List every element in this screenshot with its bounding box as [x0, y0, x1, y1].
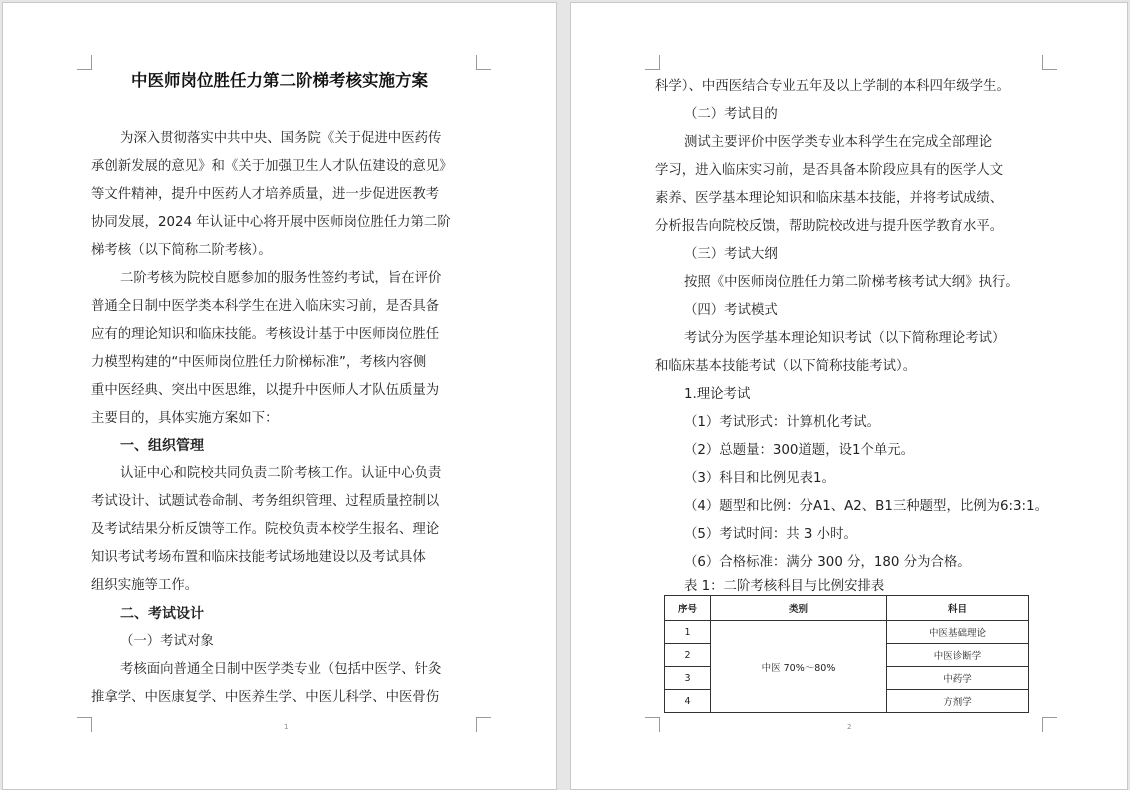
paragraph-line[interactable]: 按照《中医师岗位胜任力第二阶梯考核考试大纲》执行。	[684, 275, 1019, 290]
paragraph-line[interactable]: 组织实施等工作。	[91, 578, 199, 593]
document-page-1	[2, 2, 557, 790]
table-cell-no[interactable]: 2	[665, 644, 711, 667]
paragraph-line[interactable]: （4）题型和比例：分A1、A2、B1三种题型，比例为6:3:1。	[684, 499, 1048, 514]
paragraph-line[interactable]: 考核面向普通全日制中医学类专业（包括中医学、针灸	[120, 662, 442, 677]
table-cell-category[interactable]: 中医 70%～80%	[711, 621, 887, 713]
crop-mark-top-left	[77, 55, 92, 70]
table-row	[665, 621, 1029, 644]
table-cell-subject[interactable]: 中医诊断学	[887, 644, 1029, 667]
subsection-heading[interactable]: （三）考试大纲	[684, 247, 778, 262]
page-number: 1	[284, 723, 289, 731]
paragraph-line[interactable]: 测试主要评价中医学类专业本科学生在完成全部理论	[684, 135, 992, 150]
paragraph-line[interactable]: 主要目的，具体实施方案如下：	[91, 411, 279, 426]
paragraph-line[interactable]: （6）合格标准：满分 300 分，180 分为合格。	[684, 555, 971, 570]
section-heading[interactable]: 一、组织管理	[120, 438, 204, 454]
paragraph-line[interactable]: 1.理论考试	[684, 387, 751, 402]
table-header-row	[665, 596, 1029, 621]
table-header-cell[interactable]: 科目	[887, 596, 1029, 621]
paragraph-line[interactable]: 力模型构建的“中医师岗位胜任力阶梯标准”，考核内容侧	[91, 355, 427, 370]
crop-mark-bottom-right	[476, 717, 491, 732]
paragraph-line[interactable]: 学习，进入临床实习前，是否具备本阶段应具有的医学人文	[655, 163, 1004, 178]
table-cell-subject[interactable]: 中医基础理论	[887, 621, 1029, 644]
paragraph-line[interactable]: 重中医经典、突出中医思维，以提升中医师人才队伍质量为	[91, 383, 440, 398]
paragraph-line[interactable]: 和临床基本技能考试（以下简称技能考试）。	[655, 359, 917, 374]
subsection-heading[interactable]: （一）考试对象	[120, 634, 214, 649]
paragraph-line[interactable]: 承创新发展的意见》和《关于加强卫生人才队伍建设的意见》	[91, 159, 453, 174]
crop-mark-bottom-left	[645, 717, 660, 732]
table-cell-subject[interactable]: 方剂学	[887, 690, 1029, 713]
paragraph-line[interactable]: 普通全日制中医学类本科学生在进入临床实习前，是否具备	[91, 299, 440, 314]
crop-mark-top-left	[645, 55, 660, 70]
paragraph-line[interactable]: 认证中心和院校共同负责二阶考核工作。认证中心负责	[120, 466, 442, 481]
paragraph-line[interactable]: 推拿学、中医康复学、中医养生学、中医儿科学、中医骨伤	[91, 690, 440, 705]
crop-mark-top-right	[1042, 55, 1057, 70]
paragraph-line[interactable]: 为深入贯彻落实中共中央、国务院《关于促进中医药传	[120, 131, 442, 146]
paragraph-line[interactable]: 科学）、中西医结合专业五年及以上学制的本科四年级学生。	[655, 79, 1010, 94]
page-number: 2	[847, 723, 852, 731]
paragraph-line[interactable]: 梯考核（以下简称二阶考核）。	[91, 243, 272, 258]
paragraph-line[interactable]: 素养、医学基本理论知识和临床基本技能，并将考试成绩、	[655, 191, 1004, 206]
subsection-heading[interactable]: （四）考试模式	[684, 303, 778, 318]
subject-ratio-table	[664, 595, 1029, 713]
table-header-cell[interactable]: 序号	[665, 596, 711, 621]
crop-mark-bottom-right	[1042, 717, 1057, 732]
table-header-cell[interactable]: 类别	[711, 596, 887, 621]
table-caption[interactable]: 表 1：二阶考核科目与比例安排表	[684, 579, 885, 594]
table-cell-subject[interactable]: 中药学	[887, 667, 1029, 690]
crop-mark-top-right	[476, 55, 491, 70]
paragraph-line[interactable]: 分析报告向院校反馈，帮助院校改进与提升医学教育水平。	[655, 219, 1004, 234]
paragraph-line[interactable]: 考试设计、试题试卷命制、考务组织管理、过程质量控制以	[91, 494, 440, 509]
section-heading[interactable]: 二、考试设计	[120, 606, 204, 622]
paragraph-line[interactable]: （2）总题量：300道题，设1个单元。	[684, 443, 915, 458]
paragraph-line[interactable]: 协同发展，2024 年认证中心将开展中医师岗位胜任力第二阶	[91, 215, 451, 230]
paragraph-line[interactable]: 考试分为医学基本理论知识考试（以下简称理论考试）	[684, 331, 1006, 346]
paragraph-line[interactable]: 知识考试考场布置和临床技能考试场地建设以及考试具体	[91, 550, 426, 565]
table-cell-no[interactable]: 3	[665, 667, 711, 690]
paragraph-line[interactable]: 等文件精神，提升中医药人才培养质量，进一步促进医教考	[91, 187, 440, 202]
paragraph-line[interactable]: 及考试结果分析反馈等工作。院校负责本校学生报名、理论	[91, 522, 440, 537]
crop-mark-bottom-left	[77, 717, 92, 732]
paragraph-line[interactable]: （1）考试形式：计算机化考试。	[684, 415, 880, 430]
page-title[interactable]: 中医师岗位胜任力第二阶梯考核实施方案	[131, 71, 428, 90]
paragraph-line[interactable]: 二阶考核为院校自愿参加的服务性签约考试，旨在评价	[120, 271, 442, 286]
subsection-heading[interactable]: （二）考试目的	[684, 107, 778, 122]
paragraph-line[interactable]: （5）考试时间：共 3 小时。	[684, 527, 857, 542]
table-cell-no[interactable]: 1	[665, 621, 711, 644]
paragraph-line[interactable]: （3）科目和比例见表1。	[684, 471, 835, 486]
document-page-2	[570, 2, 1128, 790]
table-cell-no[interactable]: 4	[665, 690, 711, 713]
paragraph-line[interactable]: 应有的理论知识和临床技能。考核设计基于中医师岗位胜任	[91, 327, 440, 342]
